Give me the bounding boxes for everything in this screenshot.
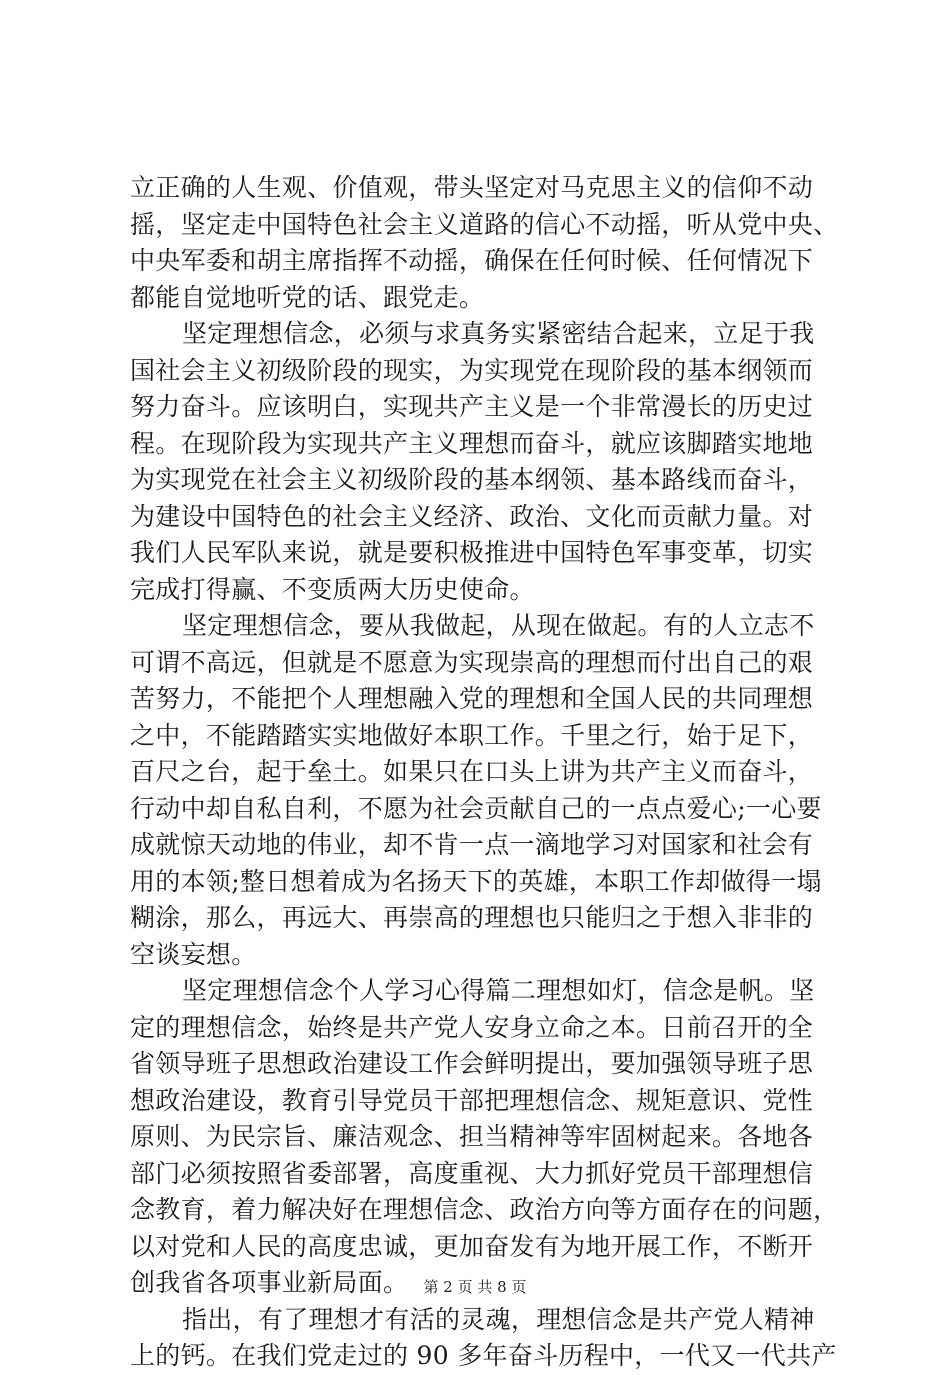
text-line: 创我省各项事业新局面。 <box>130 1268 409 1297</box>
text-line: 部门必须按照省委部署，高度重视、大力抓好党员干部理想信 <box>130 1158 814 1188</box>
text-line: 苦努力，不能把个人理想融入党的理想和全国人民的共同理想 <box>130 684 814 713</box>
text-line: 程。在现阶段为实现共产主义理想而奋斗，就应该脚踏实地地 <box>130 428 814 458</box>
text-line: 立正确的人生观、价值观，带头坚定对马克思主义的信仰不动 <box>130 173 814 202</box>
text-line: 空谈妄想。 <box>130 939 257 969</box>
text-line: 之中，不能踏踏实实地做好本职工作。千里之行，始于足下， <box>130 720 814 750</box>
text-line: 我们人民军队来说，就是要积极推进中国特色军事变革，切实 <box>130 538 814 567</box>
text-line: 坚定理想信念，必须与求真务实紧密结合起来，立足于我 <box>182 319 815 348</box>
text-line: 为实现党在社会主义初级阶段的基本纲领、基本路线而奋斗， <box>130 465 814 494</box>
text-line: 国社会主义初级阶段的现实，为实现党在现阶段的基本纲领而 <box>130 355 814 385</box>
text-line: 百尺之台，起于垒土。如果只在口头上讲为共产主义而奋斗， <box>130 757 814 786</box>
text-line: 指出，有了理想才有活的灵魂，理想信念是共产党人精神 <box>182 1304 815 1334</box>
text-line: 为建设中国特色的社会主义经济、政治、文化而贡献力量。对 <box>130 501 814 531</box>
text-line: 行动中却自私自利，不愿为社会贡献自己的一点点爱心;一心要 <box>130 793 822 823</box>
text-line: 成就惊天动地的伟业，却不肯一点一滴地学习对国家和社会有 <box>130 830 814 859</box>
text-line: 坚定理想信念个人学习心得篇二理想如灯，信念是帆。坚 <box>182 976 815 1005</box>
document-body <box>130 170 839 1375</box>
text-line: 努力奋斗。应该明白，实现共产主义是一个非常漫长的历史过 <box>130 392 814 421</box>
text-line: 糊涂，那么，再远大、再崇高的理想也只能归之于想入非非的 <box>130 903 814 932</box>
page-number-footer: 第 2 页 共 8 页 <box>423 1278 527 1296</box>
text-line: 可谓不高远，但就是不愿意为实现崇高的理想而付出自己的艰 <box>130 647 814 677</box>
text-line: 以对党和人民的高度忠诚，更加奋发有为地开展工作，不断开 <box>130 1231 814 1261</box>
text-line: 上的钙。在我们党走过的 90 多年奋斗历程中，一代又一代共产 <box>130 1341 837 1370</box>
text-line: 都能自觉地听党的话、跟党走。 <box>130 282 485 312</box>
text-line: 摇，坚定走中国特色社会主义道路的信心不动摇，听从党中央、 <box>130 209 839 239</box>
text-line: 定的理想信念，始终是共产党人安身立命之本。日前召开的全 <box>130 1012 814 1042</box>
text-line: 用的本领;整日想着成为名扬天下的英雄，本职工作却做得一塌 <box>130 866 822 896</box>
text-line: 想政治建设，教育引导党员干部把理想信念、规矩意识、党性 <box>130 1085 814 1115</box>
text-line: 省领导班子思想政治建设工作会鲜明提出，要加强领导班子思 <box>130 1049 814 1078</box>
text-line: 念教育，着力解决好在理想信念、政治方向等方面存在的问题， <box>130 1195 839 1224</box>
text-line: 原则、为民宗旨、廉洁观念、担当精神等牢固树起来。各地各 <box>130 1122 814 1151</box>
text-line: 坚定理想信念，要从我做起，从现在做起。有的人立志不 <box>182 611 815 640</box>
text-line: 中央军委和胡主席指挥不动摇，确保在任何时候、任何情况下 <box>130 246 814 275</box>
text-line: 完成打得赢、不变质两大历史使命。 <box>130 574 535 604</box>
